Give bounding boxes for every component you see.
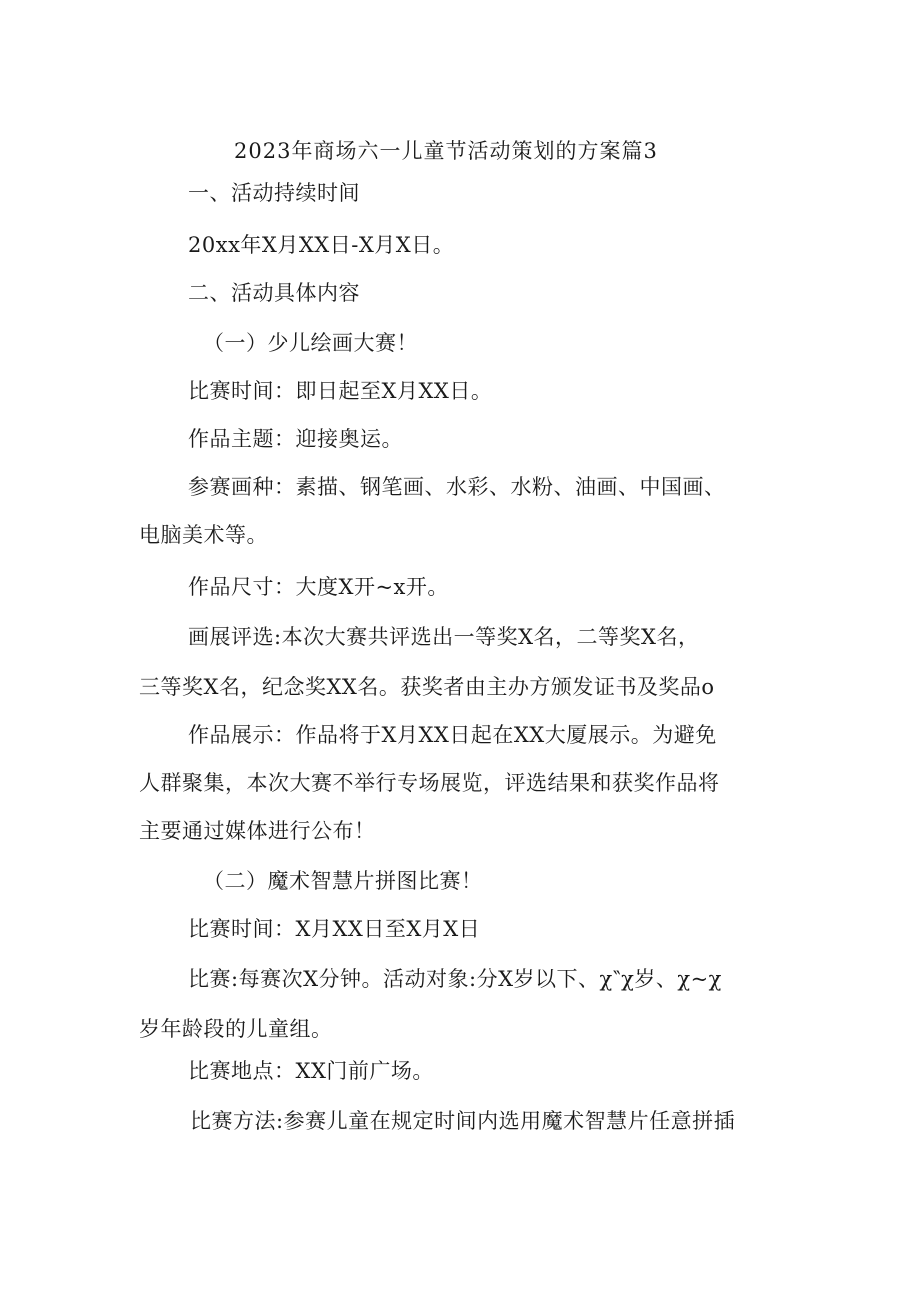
subsection-heading: （一）少儿绘画大赛！ [203, 331, 418, 355]
paragraph-line: 岁年龄段的儿童组。 [139, 1017, 333, 1041]
paragraph-line: 人群聚集，本次大赛不举行专场展览，评选结果和获奖作品将 [139, 771, 720, 795]
section-heading: 二、活动具体内容 [188, 281, 360, 305]
paragraph-line: 三等奖X名，纪念奖XX名。获奖者由主办方颁发证书及奖品o [139, 675, 715, 699]
paragraph-line: 画展评选:本次大赛共评选出一等奖X名，二等奖X名， [188, 625, 700, 649]
paragraph-line: 比赛地点：XX门前广场。 [188, 1059, 434, 1083]
document-title: 2023年商场六一儿童节活动策划的方案篇3 [234, 139, 658, 163]
paragraph-line: 比赛方法:参赛儿童在规定时间内选用魔术智慧片任意拼插 [190, 1109, 736, 1133]
paragraph-line: 比赛时间：X月XX日至X月X日 [188, 917, 481, 941]
paragraph-line: 参赛画种：素描、钢笔画、水彩、水粉、油画、中国画、 [188, 475, 726, 499]
paragraph-line: 作品主题：迎接奥运。 [188, 427, 403, 451]
section-heading: 一、活动持续时间 [188, 181, 360, 205]
paragraph-line: 比赛:每赛次X分钟。活动对象:分X岁以下、χ‶χ岁、χ~χ [188, 967, 722, 991]
paragraph-line: 电脑美术等。 [139, 523, 268, 547]
paragraph-line: 主要通过媒体进行公布！ [139, 819, 376, 843]
paragraph-line: 比赛时间：即日起至X月XX日。 [188, 379, 493, 403]
paragraph-line: 作品展示：作品将于X月XX日起在XX大厦展示。为避免 [188, 723, 717, 747]
paragraph-line: 作品尺寸：大度X开~x开。 [188, 575, 449, 599]
subsection-heading: （二）魔术智慧片拼图比赛！ [203, 869, 483, 893]
paragraph-line: 20xx年X月XX日-X月X日。 [188, 233, 455, 257]
